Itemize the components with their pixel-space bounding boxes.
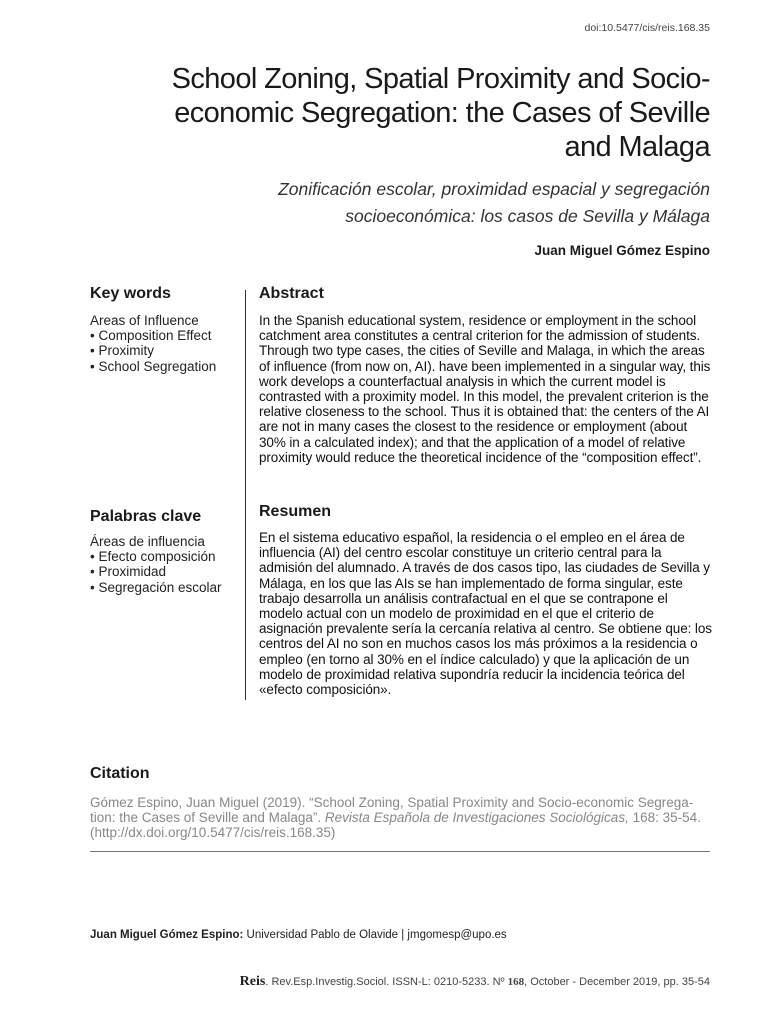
abstract-text: In the Spanish educational system, residence or employment in the school catchment area constitutes a central criterion for the admission of students. Through two type cases, the cities of Seville and Malaga, in which the areas of influence (from now on, AI). have been implemented in a singular way, this work develops a counterfactual analysis in which the current model is contrasted with a proximity model. In this model, the prevalent criterion is the relative closeness to the school. Thus it is obtained that: the centers of the AI are not in many cases the closest to the residence or employment (about 30% in a calculated index); and that the application of a model of relative proximity would reduce the theoretical incidence of the “composition effect”. bbox=[259, 313, 711, 465]
palabra-item: • Efecto composición bbox=[90, 549, 216, 565]
citation-heading: Citation bbox=[90, 765, 150, 782]
abstract-heading: Abstract bbox=[259, 285, 324, 302]
affiliation-name: Juan Miguel Gómez Espino: bbox=[90, 929, 244, 941]
page-footer bbox=[240, 974, 710, 990]
keyword-item: • Proximity bbox=[90, 343, 154, 359]
column-divider bbox=[245, 290, 246, 700]
citation-journal: Revista Española de Investigaciones Sociológicas, bbox=[324, 810, 629, 826]
keywords-list bbox=[90, 313, 216, 374]
palabras-clave-heading: Palabras clave bbox=[90, 508, 202, 525]
footer-dates: , October - December 2019, pp. 35-54 bbox=[524, 976, 710, 988]
author-name: Juan Miguel Gómez Espino bbox=[534, 243, 710, 258]
footer-journal-info: . Rev.Esp.Investig.Sociol. ISSN-L: 0210-5233. Nº bbox=[265, 976, 508, 988]
paper-title: School Zoning, Spatial Proximity and Socio-economic Segregation: the Cases of Seville and Malaga bbox=[171, 63, 710, 163]
citation-part1: Gómez Espino, Juan Miguel (2019). “School Zoning, Spatial Proximity and Socio-economic Segrega-tion: the Cases of Seville and Malaga”. bbox=[90, 795, 694, 826]
palabra-item: Áreas de influencia bbox=[90, 534, 205, 549]
paper-subtitle: Zonificación escolar, proximidad espacial y segregación socioeconómica: los casos de Sevilla y Málaga bbox=[278, 179, 710, 226]
affiliation-details: Universidad Pablo de Olavide | jmgomesp@upo.es bbox=[243, 929, 507, 941]
doi-label: doi:10.5477/cis/reis.168.35 bbox=[584, 22, 710, 34]
author-affiliation bbox=[90, 929, 507, 941]
palabras-clave-list bbox=[90, 534, 222, 595]
journal-logo-text: Reis bbox=[239, 974, 266, 989]
resumen-text: En el sistema educativo español, la residencia o el empleo en el área de influencia (AI) del centro escolar constituye un criterio central para la admisión del alumnado. A través de dos casos tipo, las ciudades de Sevilla y Málaga, en los que las AIs se han implementado de forma singular, este trabajo desarrolla un análisis contrafactual en el que se contrapone el modelo actual con un modelo de proximidad en el que el criterio de asignación prevalente sería la cercanía relativa al centro. Se obtiene que: los centros del AI no son en muchos casos los más próximos a la residencia o empleo (en torno al 30% en el índice calculado) y que la aplicación de un modelo de proximidad relativa supondría reducir la incidencia teórica del «efecto composición». bbox=[259, 530, 712, 698]
horizontal-rule bbox=[90, 851, 710, 852]
resumen-heading: Resumen bbox=[259, 503, 332, 520]
palabra-item: • Segregación escolar bbox=[90, 579, 222, 595]
keyword-item: Areas of Influence bbox=[90, 313, 199, 328]
keywords-heading: Key words bbox=[90, 285, 171, 302]
citation-text bbox=[90, 795, 712, 841]
palabra-item: • Proximidad bbox=[90, 564, 167, 580]
keyword-item: • Composition Effect bbox=[90, 328, 212, 344]
keyword-item: • School Segregation bbox=[90, 358, 217, 374]
footer-issue: 168 bbox=[507, 976, 525, 988]
citation-part2: 168: 35-54. (http://dx.doi.org/10.5477/cis/reis.168.35) bbox=[90, 810, 701, 841]
